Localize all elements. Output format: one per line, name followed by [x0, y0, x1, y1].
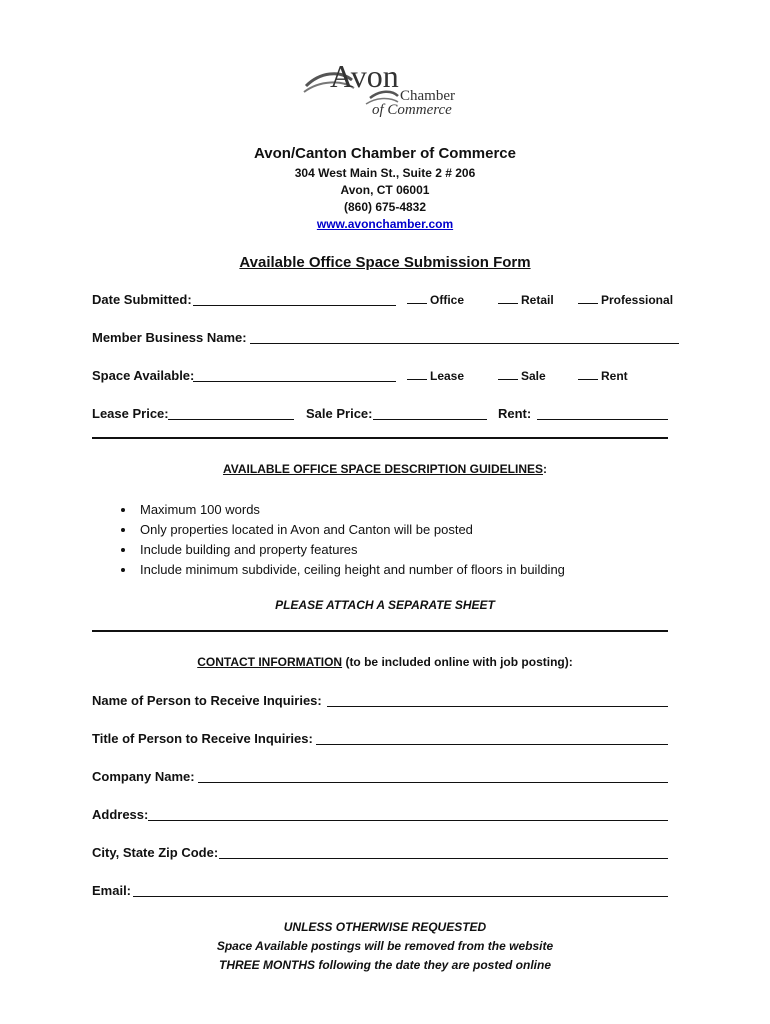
org-city: Avon, CT 06001	[340, 183, 430, 197]
org-address: 304 West Main St., Suite 2 # 206	[294, 166, 476, 180]
company-name-label: Company Name:	[92, 769, 195, 784]
logo-name: Avon	[330, 58, 399, 94]
email-label: Email:	[92, 883, 132, 898]
contact-title-label: Title of Person to Receive Inquiries:	[92, 731, 313, 746]
option-sale[interactable]: Sale	[498, 369, 546, 383]
option-retail[interactable]: Retail	[498, 293, 554, 307]
logo-commerce: of Commerce	[372, 102, 452, 118]
address-field[interactable]	[148, 820, 668, 821]
option-office[interactable]: Office	[407, 293, 464, 307]
space-available-field[interactable]	[193, 381, 396, 382]
footer-line-2: Space Available postings will be removed from the website	[216, 939, 554, 953]
org-website-wrap	[0, 217, 770, 231]
form-title: Available Office Space Submission Form	[239, 254, 531, 271]
guidelines-heading: AVAILABLE OFFICE SPACE DESCRIPTION GUIDELINES:	[222, 462, 548, 476]
org-phone: (860) 675-4832	[343, 200, 427, 214]
org-website-link[interactable]: www.avonchamber.com	[316, 217, 454, 231]
divider	[92, 437, 668, 439]
guidelines-list	[112, 500, 565, 580]
rent-field[interactable]	[537, 419, 668, 420]
date-submitted-label: Date Submitted:	[92, 292, 192, 307]
city-state-zip-label: City, State Zip Code:	[92, 845, 219, 860]
company-name-field[interactable]	[198, 782, 668, 783]
list-item: • Include minimum subdivide, ceiling height and number of floors in building	[136, 560, 565, 580]
list-item: • Only properties located in Avon and Canton will be posted	[136, 520, 565, 540]
option-lease[interactable]: Lease	[407, 369, 464, 383]
option-professional[interactable]: Professional	[578, 293, 673, 307]
list-item: • Maximum 100 words	[136, 500, 565, 520]
contact-name-label: Name of Person to Receive Inquiries:	[92, 693, 322, 708]
list-item: • Include building and property features	[136, 540, 565, 560]
footer-line-1: UNLESS OTHERWISE REQUESTED	[283, 920, 487, 934]
option-rent[interactable]: Rent	[578, 369, 628, 383]
space-available-label: Space Available:	[92, 368, 195, 383]
lease-price-label: Lease Price:	[92, 406, 169, 421]
date-submitted-field[interactable]	[193, 305, 396, 306]
contact-title-field[interactable]	[316, 744, 668, 745]
footer-line-3: THREE MONTHS following the date they are posted online	[218, 958, 552, 972]
contact-name-field[interactable]	[327, 706, 668, 707]
member-business-field[interactable]	[250, 343, 679, 344]
email-field[interactable]	[133, 896, 668, 897]
attach-note: PLEASE ATTACH A SEPARATE SHEET	[275, 598, 495, 612]
city-state-zip-field[interactable]	[219, 858, 668, 859]
chamber-logo	[300, 58, 470, 122]
sale-price-label: Sale Price:	[306, 406, 373, 421]
rent-label: Rent:	[498, 406, 532, 421]
address-label: Address:	[92, 807, 149, 822]
contact-heading: CONTACT INFORMATION (to be included online with job posting):	[197, 655, 573, 669]
sale-price-field[interactable]	[373, 419, 487, 420]
logo-chamber: Chamber	[400, 88, 455, 104]
divider	[92, 630, 668, 632]
member-business-label: Member Business Name:	[92, 330, 247, 345]
org-name: Avon/Canton Chamber of Commerce	[254, 145, 516, 162]
lease-price-field[interactable]	[168, 419, 294, 420]
